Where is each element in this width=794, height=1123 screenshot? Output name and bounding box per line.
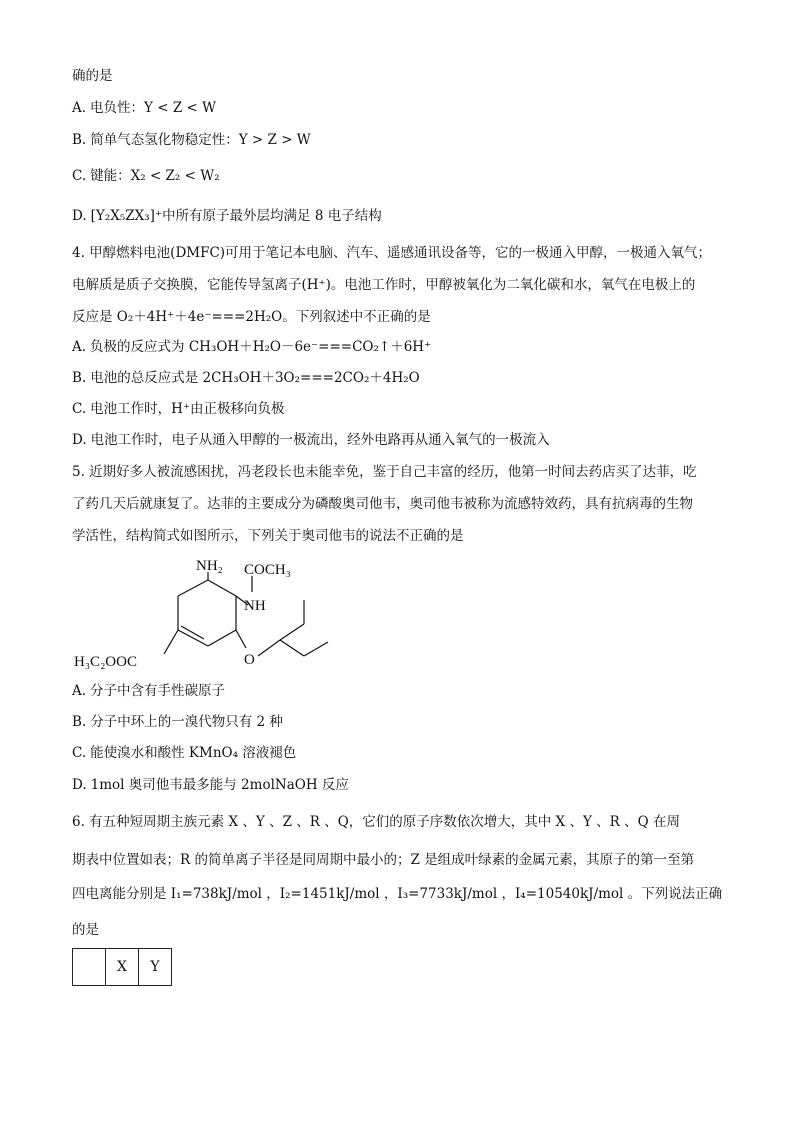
option-label: C. <box>72 401 87 417</box>
q5-option-a <box>72 681 225 701</box>
option-label: D. <box>72 777 87 793</box>
q4-option-b <box>72 368 420 388</box>
option-label: D. <box>72 208 87 224</box>
q5-stem-line-1: 5. 近期好多人被流感困扰，冯老段长也未能幸免，鉴于自己丰富的经历，他第一时间去药店买了达菲，吃 <box>72 464 697 480</box>
option-text: 能使溴水和酸性 KMnO₄ 溶液褪色 <box>90 745 297 761</box>
option-label: A. <box>72 339 87 355</box>
nh-label: NH <box>244 598 266 614</box>
q5-stem-line-3: 学活性，结构简式如图所示，下列关于奥司他韦的说法不正确的是 <box>72 528 464 544</box>
alkyl-bond <box>280 624 304 640</box>
ring-double-bond-inner <box>181 626 204 639</box>
ring-bond <box>208 630 236 646</box>
option-text: 中所有原子最外层均满足 8 电子结构 <box>162 208 382 224</box>
option-label: C. <box>72 168 87 184</box>
q4-stem-line-2: 电解质是质子交换膜，它能传导氢离子(H⁺)。电池工作时，甲醇被氧化为二氧化碳和水，氧气在电极上的 <box>72 277 696 293</box>
option-text: 电池工作时，H⁺由正极移向负极 <box>90 401 285 417</box>
ring-bond <box>178 580 208 596</box>
q3-option-b <box>72 130 311 150</box>
option-formula: [Y₂X₅ZX₃]⁺ <box>90 208 163 224</box>
q4-option-d <box>72 430 550 450</box>
table-cell <box>73 949 106 986</box>
option-text: 分子中含有手性碳原子 <box>90 683 226 699</box>
option-text: 简单气态氢化物稳定性：Y > Z > W <box>90 132 311 148</box>
option-label: C. <box>72 745 87 761</box>
option-label: A. <box>72 100 87 116</box>
q3-option-a <box>72 98 216 118</box>
ester-bond <box>164 630 178 654</box>
option-label: B. <box>72 370 87 386</box>
option-label: A. <box>72 683 87 699</box>
q5-option-d <box>72 775 349 795</box>
q4-stem-line-3: 反应是 O₂＋4H⁺＋4e⁻===2H₂O。下列叙述中不正确的是 <box>72 309 431 325</box>
q6-stem-line-1: 6. 有五种短周期主族元素 X 、Y 、Z 、R 、Q，它们的原子序数依次增大，其中 X 、Y 、R 、Q 在周 <box>72 814 680 830</box>
alkyl-bond <box>304 642 328 656</box>
q3-option-d <box>72 206 382 226</box>
table-cell: Y <box>139 949 172 986</box>
q5-stem-line-2: 了药几天后就康复了。达菲的主要成分为磷酸奥司他韦，奥司他韦被称为流感特效药，具有抗病毒的生物 <box>72 496 693 512</box>
option-text: 键能：X₂ < Z₂ < W₂ <box>90 168 220 184</box>
option-text: 电池工作时，电子从通入甲醇的一极流出，经外电路再从通入氧气的一极流入 <box>90 432 550 448</box>
option-text: 电池的总反应式是 2CH₃OH＋3O₂===2CO₂＋4H₂O <box>90 370 420 386</box>
q6-stem-line-4: 的是 <box>72 922 99 938</box>
q6-stem-line-2: 期表中位置如表；R 的简单离子半径是同周期中最小的；Z 是组成叶绿素的金属元素，其原子的第一至第 <box>72 852 695 868</box>
option-label: B. <box>72 714 87 730</box>
ether-bond <box>236 630 246 648</box>
option-label: D. <box>72 432 87 448</box>
alkyl-bond <box>280 640 304 656</box>
ring-bond <box>208 580 236 596</box>
q6-stem-line-3: 四电离能分别是 I₁=738kJ/mol ，I₂=1451kJ/mol ，I₃=7733kJ/mol ，I₄=10540kJ/mol 。下列说法正确 <box>72 886 723 902</box>
ester-group-label: H₃C₂OOC <box>74 654 137 670</box>
q4-option-c <box>72 399 285 419</box>
q4-option-a <box>72 337 431 357</box>
q5-option-b <box>72 712 283 732</box>
option-text: 分子中环上的一溴代物只有 2 种 <box>90 714 283 730</box>
q3-option-c <box>72 166 220 186</box>
q4-stem-line-1: 4. 甲醇燃料电池(DMFC)可用于笔记本电脑、汽车、遥感通讯设备等，它的一极通入甲醇，一极通入氧气； <box>72 245 712 261</box>
alkyl-bond <box>258 640 280 656</box>
option-text: 1mol 奥司他韦最多能与 2molNaOH 反应 <box>90 777 349 793</box>
oseltamivir-structure <box>68 552 358 677</box>
table-cell: X <box>106 949 139 986</box>
acetyl-group-label: COCH₃ <box>244 562 291 578</box>
amino-group-label: NH₂ <box>196 558 223 574</box>
periodic-position-table <box>72 948 172 986</box>
q3-stem-tail: 确的是 <box>72 68 113 84</box>
option-text: 负极的反应式为 CH₃OH＋H₂O－6e⁻===CO₂↑＋6H⁺ <box>90 339 432 355</box>
q5-option-c <box>72 743 296 763</box>
option-text: 电负性：Y < Z < W <box>90 100 217 116</box>
table-row <box>73 949 172 986</box>
ether-oxygen-label: O <box>244 652 255 668</box>
option-label: B. <box>72 132 87 148</box>
